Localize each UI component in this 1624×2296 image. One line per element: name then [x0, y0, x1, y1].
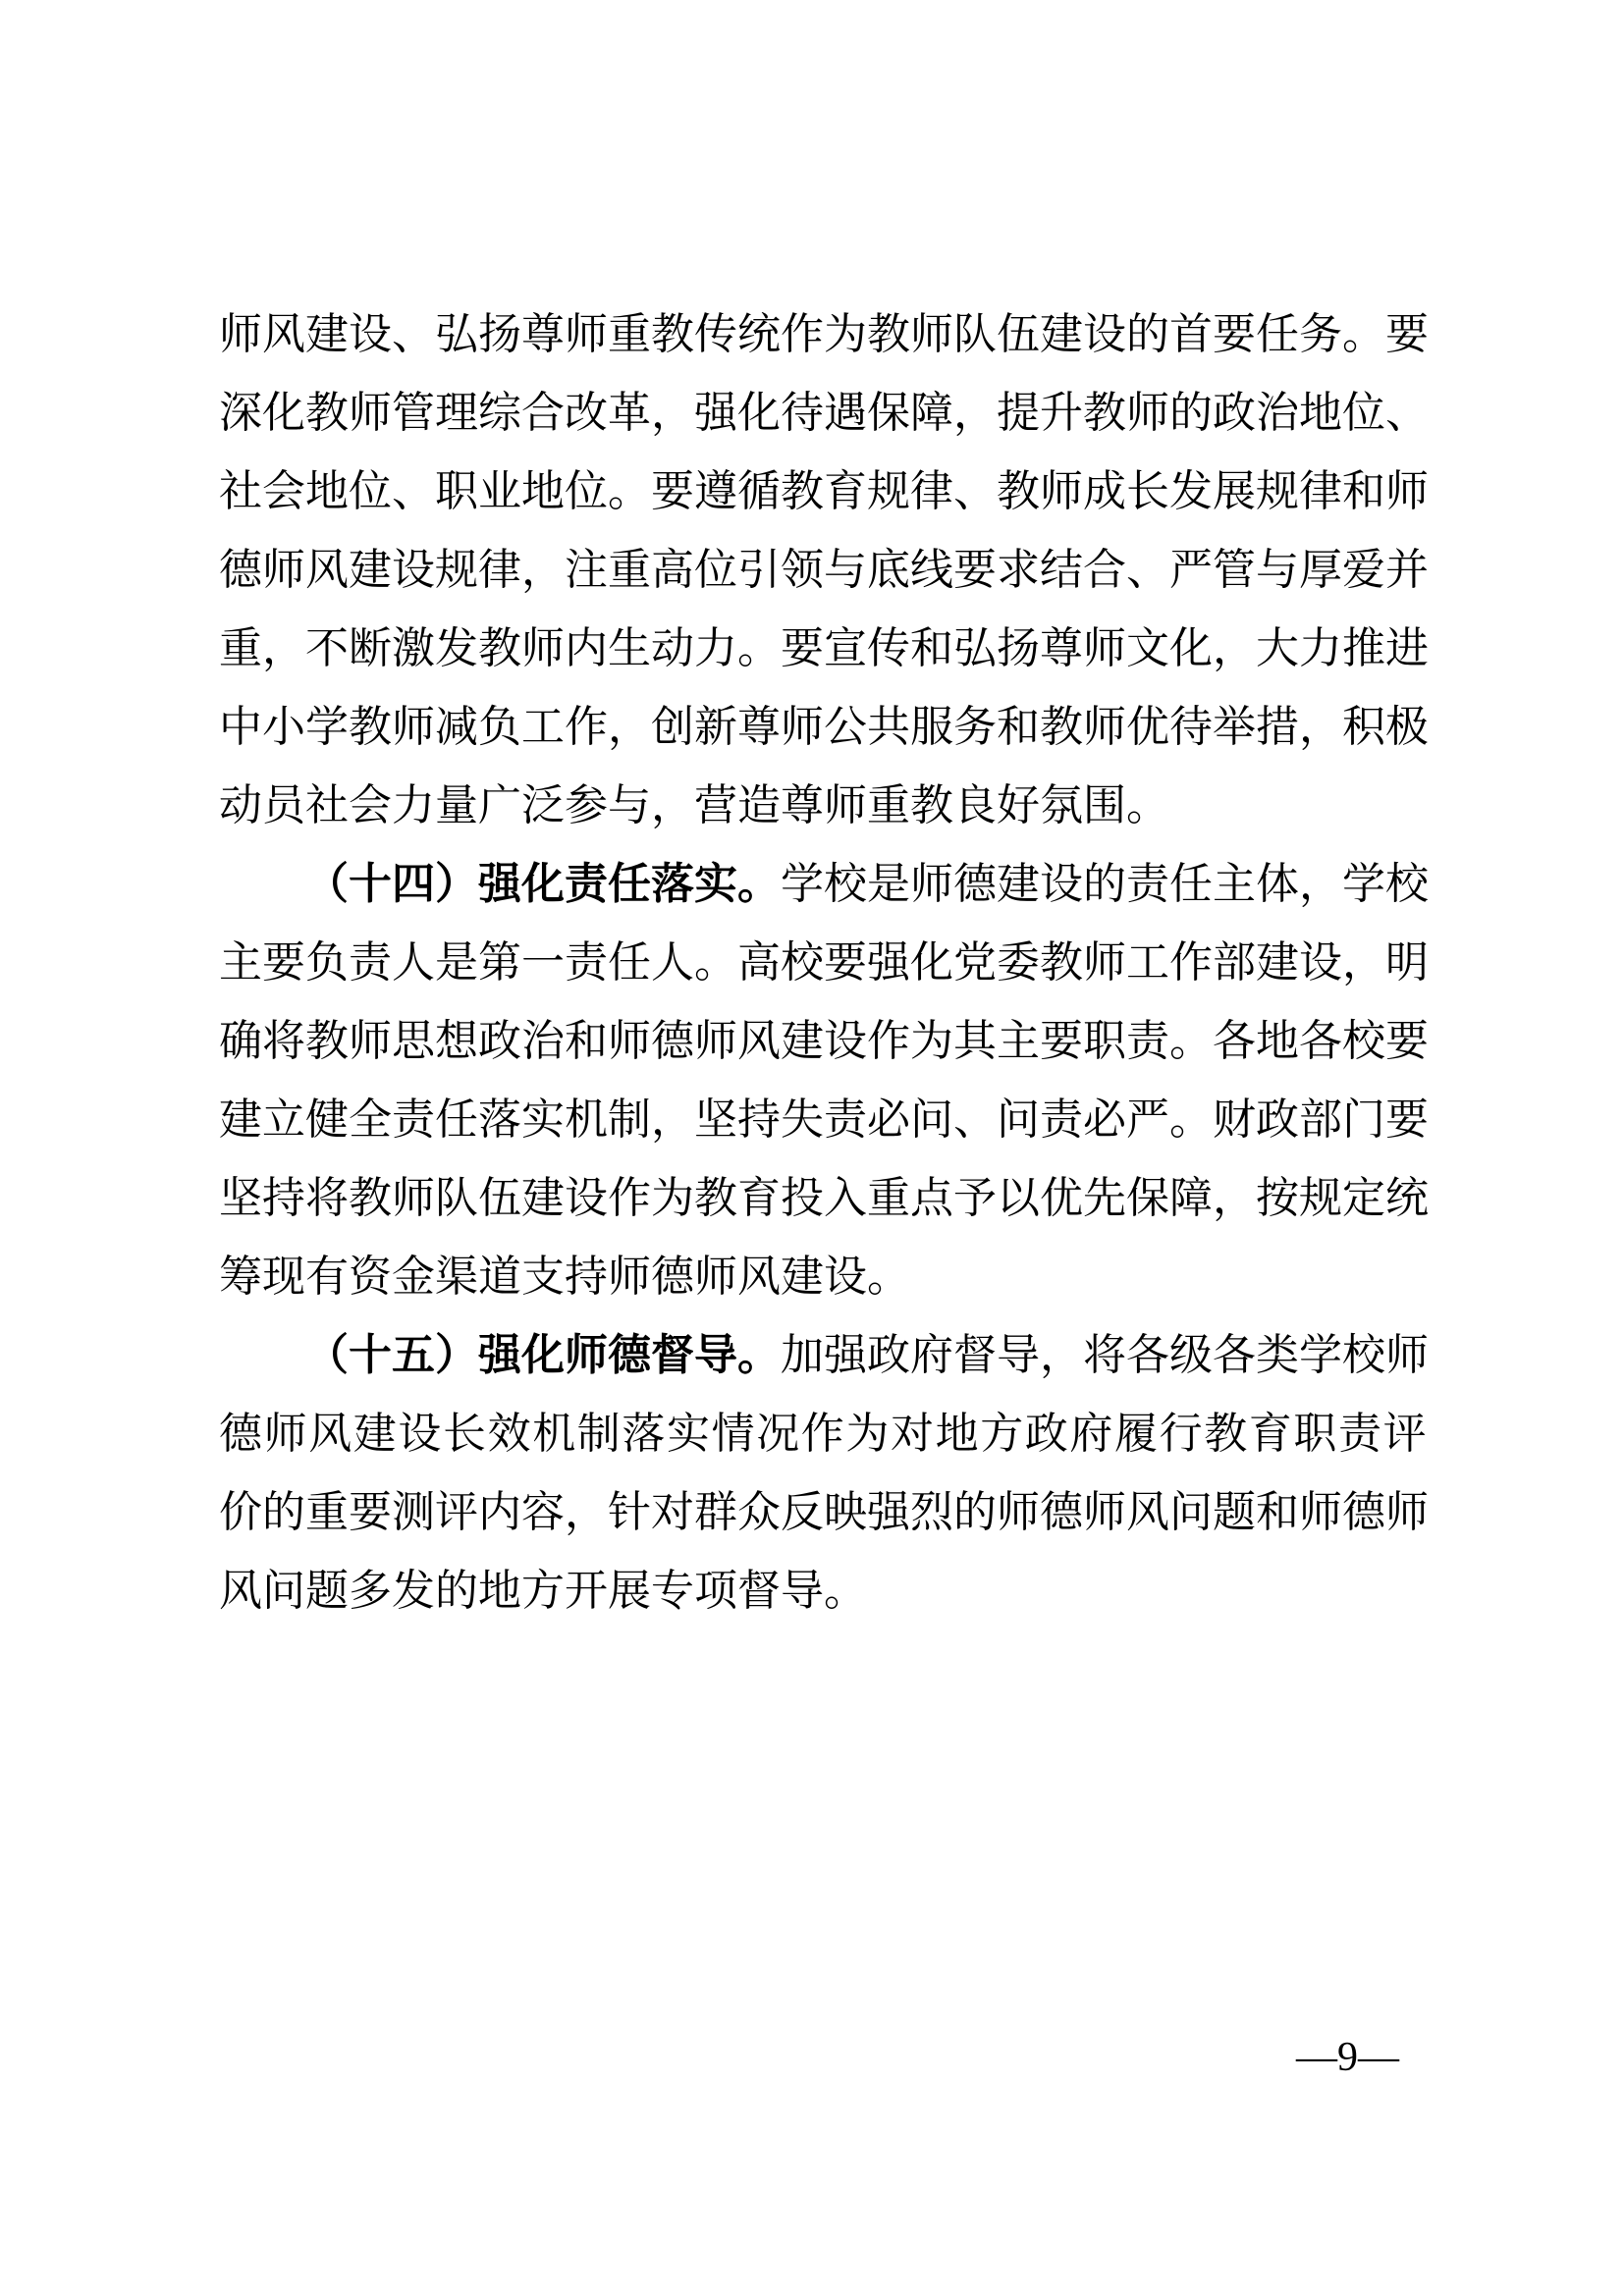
body-line: 重，不断激发教师内生动力。要宣传和弘扬尊师文化，大力推进	[219, 624, 1429, 672]
section-heading-14: （十四）强化责任落实。	[305, 860, 781, 908]
page-number: —9—	[1296, 2035, 1399, 2080]
body-line: 师风建设、弘扬尊师重教传统作为教师队伍建设的首要任务。要	[219, 310, 1429, 358]
body-line: 建立健全责任落实机制，坚持失责必问、问责必严。财政部门要	[219, 1095, 1429, 1144]
body-line: 中小学教师减负工作，创新尊师公共服务和教师优待举措，积极	[219, 703, 1429, 751]
section-heading-15: （十五）强化师德督导。	[305, 1331, 781, 1379]
body-line: 社会地位、职业地位。要遵循教育规律、教师成长发展规律和师	[219, 467, 1429, 515]
body-line: 德师风建设规律，注重高位引领与底线要求结合、严管与厚爱并	[219, 546, 1429, 594]
body-line	[219, 845, 1429, 924]
body-line: 德师风建设长效机制落实情况作为对地方政府履行教育职责评	[219, 1410, 1429, 1458]
document-body	[219, 295, 1429, 1630]
paragraph-continued	[219, 295, 1429, 845]
body-line: 深化教师管理综合改革，强化待遇保障，提升教师的政治地位、	[219, 389, 1429, 437]
section-heading-15-rest: 加强政府督导，将各级各类学校师	[781, 1331, 1429, 1379]
body-line: 风问题多发的地方开展专项督导。	[219, 1567, 867, 1615]
body-line: 主要负责人是第一责任人。高校要强化党委教师工作部建设，明	[219, 938, 1429, 987]
body-line: 动员社会力量广泛参与，营造尊师重教良好氛围。	[219, 781, 1169, 829]
body-line: 坚持将教师队伍建设作为教育投入重点予以优先保障，按规定统	[219, 1174, 1429, 1222]
section-heading-14-rest: 学校是师德建设的责任主体，学校	[781, 860, 1429, 908]
body-line: 价的重要测评内容，针对群众反映强烈的师德师风问题和师德师	[219, 1488, 1429, 1536]
paragraph-15	[219, 1316, 1429, 1630]
paragraph-14	[219, 845, 1429, 1316]
body-line: 筹现有资金渠道支持师德师风建设。	[219, 1253, 910, 1301]
body-line: 确将教师思想政治和师德师风建设作为其主要职责。各地各校要	[219, 1017, 1429, 1065]
body-line	[219, 1316, 1429, 1395]
